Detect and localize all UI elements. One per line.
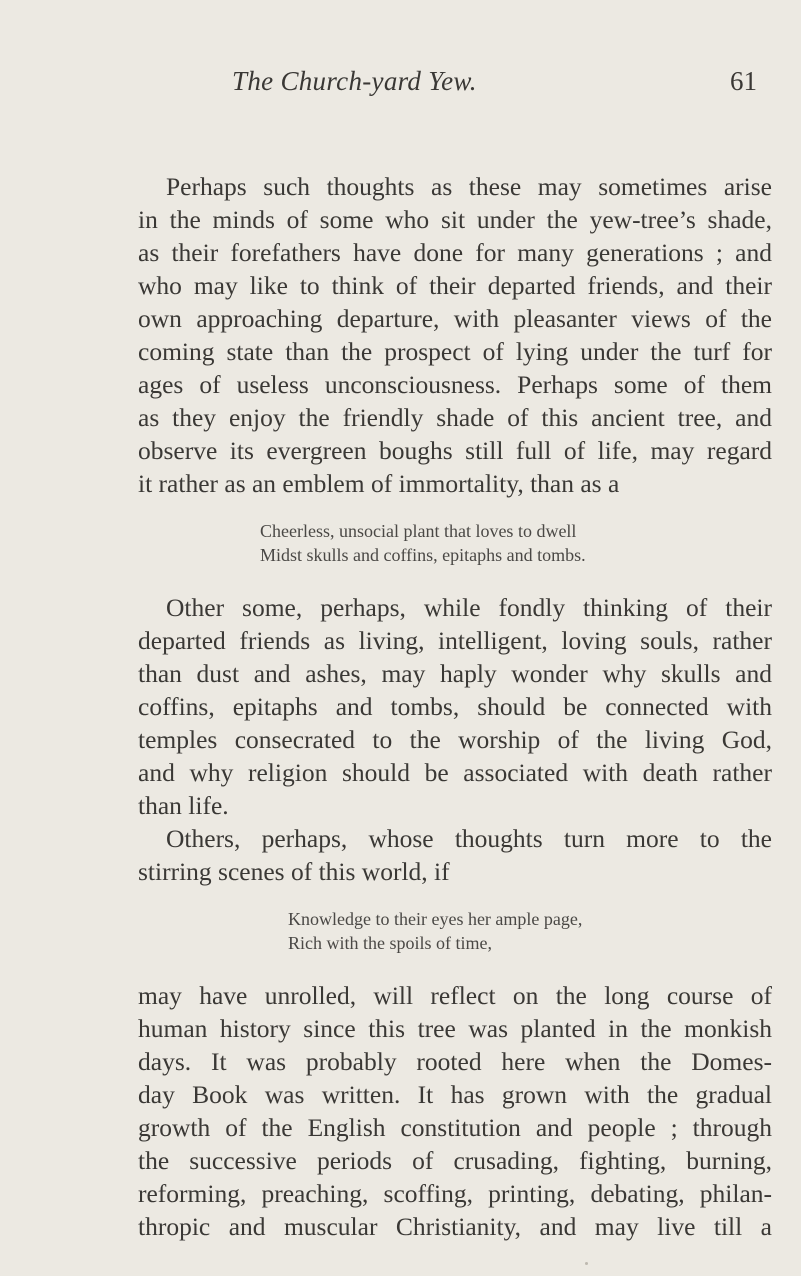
verse-line: Rich with the spoils of time, — [288, 933, 492, 953]
paper-speck — [585, 1262, 588, 1265]
text-line: it rather as an emblem of immortality, than as a — [138, 469, 620, 498]
text-line: coffins, epitaphs and tombs, should be connected with — [138, 692, 772, 721]
text-line: who may like to think of their departed friends, and their — [138, 271, 772, 300]
verse-line: Cheerless, unsocial plant that loves to dwell — [260, 521, 577, 541]
text-line: Perhaps such thoughts as these may sometimes arise — [166, 172, 772, 201]
text-line: reforming, preaching, scoffing, printing, debating, philan- — [138, 1179, 772, 1208]
text-line: the successive periods of crusading, fighting, burning, — [138, 1146, 772, 1175]
text-line: thropic and muscular Christianity, and may live till a — [138, 1212, 772, 1241]
text-line: days. It was probably rooted here when the Domes- — [138, 1047, 772, 1076]
text-line: as they enjoy the friendly shade of this ancient tree, and — [138, 403, 772, 432]
text-line: coming state than the prospect of lying under the turf for — [138, 337, 772, 366]
text-line: own approaching departure, with pleasanter views of the — [138, 304, 772, 333]
text-line: growth of the English constitution and people ; through — [138, 1113, 772, 1142]
text-line: as their forefathers have done for many generations ; and — [138, 238, 772, 267]
text-line: human history since this tree was planted in the monkish — [138, 1014, 772, 1043]
text-line: than dust and ashes, may haply wonder why skulls and — [138, 659, 772, 688]
text-line: ages of useless unconsciousness. Perhaps some of them — [138, 370, 772, 399]
page-number: 61 — [730, 66, 757, 96]
text-line: Others, perhaps, whose thoughts turn more to the — [166, 824, 772, 853]
text-line: day Book was written. It has grown with the gradual — [138, 1080, 772, 1109]
verse-line: Knowledge to their eyes her ample page, — [288, 909, 583, 929]
text-line: observe its evergreen boughs still full of life, may regard — [138, 436, 772, 465]
text-line: temples consecrated to the worship of the living God, — [138, 725, 772, 754]
running-title: The Church-yard Yew. — [232, 66, 477, 96]
verse-line: Midst skulls and coffins, epitaphs and tombs. — [260, 545, 586, 565]
text-line: and why religion should be associated with death rather — [138, 758, 772, 787]
text-line: Other some, perhaps, while fondly thinking of their — [166, 593, 772, 622]
page-header — [0, 60, 801, 100]
text-line: departed friends as living, intelligent, loving souls, rather — [138, 626, 772, 655]
text-line: in the minds of some who sit under the yew-tree’s shade, — [138, 205, 772, 234]
text-line: may have unrolled, will reflect on the long course of — [138, 981, 772, 1010]
text-line: than life. — [138, 791, 229, 820]
text-line: stirring scenes of this world, if — [138, 857, 450, 886]
